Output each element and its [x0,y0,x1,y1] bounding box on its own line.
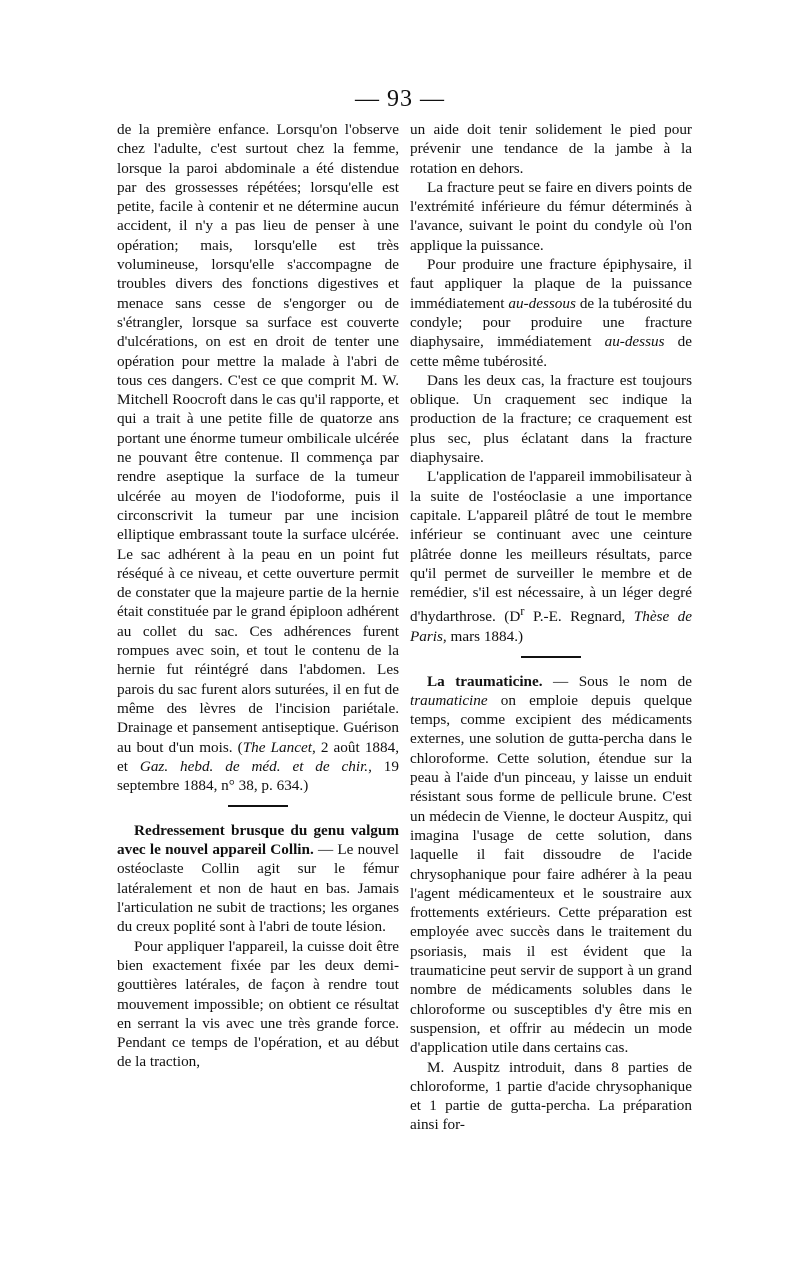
section-heading-traumaticine: La traumaticine. [427,672,543,690]
citation-gazette: Gaz. hebd. de méd. et de chir. [139,757,369,775]
paragraph-fracture-types: Pour produire une fracture épiphysaire, il faut appliquer la plaque de la puissance immédiatement au-dessous de la tubérosité du condyle; pour produire une fracture diaphysaire, immédiatement au-dessus de cette même tubérosité. [410,256,692,370]
paragraph-appareil: Pour appliquer l'appareil, la cuisse doit être bien exactement fixée par les deux demi-gouttières latérales, de façon à rendre tout mouvement impossible; on obtient ce résultat en serrant la vis avec une très grande force. Pendant ce temps de l'opération, et au début de la traction, [117,937,399,1071]
paragraph-craquement: Dans les deux cas, la fracture est toujours oblique. Un craquement sec indique la production de la fracture; ce craquement est plus sec, plus éclatant dans la fracture diaphysaire. [410,371,692,467]
citation-these: Thèse de Paris [410,608,692,645]
page-number: — 93 — [355,86,445,112]
paragraph-genu-valgum-intro: Redressement brusque du genu valgum avec le nouvel appareil Collin. — Le nouvel ostéoclaste Collin agit sur le fémur latéralement et non de haut en bas. Jamais l'articulation ne subit de tractions; les organes du creux poplité sont à l'abri de toute lésion. [117,821,399,936]
section-divider [521,656,581,658]
citation-lancet: The Lancet [242,738,312,756]
right-column [410,120,692,1135]
paragraph-fracture-points: La fracture peut se faire en divers points de l'extrémité inférieure du fémur déterminés à l'avance, suivant le point du condyle où l'on applique la puissance. [410,178,692,254]
paragraph-immobilisation: L'application de l'appareil immobilisateur à la suite de l'ostéoclasie a une importance capitale. L'appareil plâtré de tout le membre inférieur se continuant avec une ceinture plâtrée donne les meilleurs résultats, parce qu'il permet de surveiller le membre et de remédier, s'il est nécessaire, à un léger degré d'hydarthrose. ($D^r$ P.-E. Regnard, Thèse de Paris, mars 1884.) [410,468,692,645]
paragraph-auspitz: M. Auspitz introduit, dans 8 parties de chloroforme, 1 partie d'acide chrysophanique et 1 partie de gutta-percha. La préparation ainsi for- [410,1058,692,1134]
paragraph-aide: un aide doit tenir solidement le pied pour prévenir une tendance de la jambe à la rotation en dehors. [410,121,692,177]
section-divider [228,805,288,807]
paragraph-traumaticine: La traumaticine. — Sous le nom de traumaticine on emploie depuis quelque temps, comme excipient des médicaments externes, une solution de gutta-percha dans le chloroforme. Cette solution, étendue sur la peau à l'aide d'un pinceau, y laisse un enduit résistant sous forme de pellicule brune. C'est un médecin de Vienne, le docteur Auspitz, qui imagina l'usage de cette solution, dans laquelle il fait dissoudre de l'acide chrysophanique pour faire adhérer à la peau l'agent médicamenteux et le soustraire aux frottements extérieurs. Cette préparation est employée avec succès dans le traitement du psoriasis, mais il est évident que la traumaticine peut servir de support à un grand nombre de médicaments solubles dans le chloroforme ou susceptibles d'y être mis en suspension, et offrir au médecin un mode d'application utile dans certains cas. [410,672,693,1057]
left-column [117,120,399,1072]
section-heading-genu-valgum: Redressement brusque du genu valgum avec le nouvel appareil Collin. [117,821,399,859]
paragraph-hernia-case: de la première enfance. Lorsqu'on l'observe chez l'adulte, c'est surtout chez la femme, lorsque la paroi abdominale a été distendue par des grossesses répétées; lorsqu'elle est petite, facile à contenir et ne détermine aucun accident, il n'y a pas lieu de penser à une opération; mais, lorsqu'elle est très volumineuse, lorsqu'elle s'accompagne de troubles divers des fonctions digestives et menace sans cesse de s'engorger ou de s'étrangler, lorsque sa surface est couverte d'ulcérations, on est en droit de tenter une opération pour mettre la malade à l'abri de tous ces dangers. C'est ce que comprit M. W. Mitchell Roocroft dans le cas qu'il rapporte, et qui a trait à une petite fille de quatorze ans portant une énorme tumeur ombilicale ulcérée ne pouvant être contenue. Il commença par rendre aseptique la surface de la tumeur ulcérée au moyen de l'iodoforme, puis il circonscrivit la tumeur par une incision elliptique embrassant toute la surface ulcérée. Le sac adhérent à la peau en un point fut réséqué à ce niveau, et cette ouverture permit de constater que la majeure partie de la hernie était constituée par le grand épiploon adhérent au collet du sac. Ces adhérences furent rompues avec soin, et tout le contenu de la hernie fut réintégré dans l'abdomen. Les parois du sac furent alors suturées, il en fut de même des lèvres de l'incision pariétale. Drainage et pansement antiseptique. Guérison au bout d'un mois. (The Lancet, 2 août 1884, et Gaz. hebd. de méd. et de chir., 19 septembre 1884, n° 38, p. 634.) [117,121,399,795]
